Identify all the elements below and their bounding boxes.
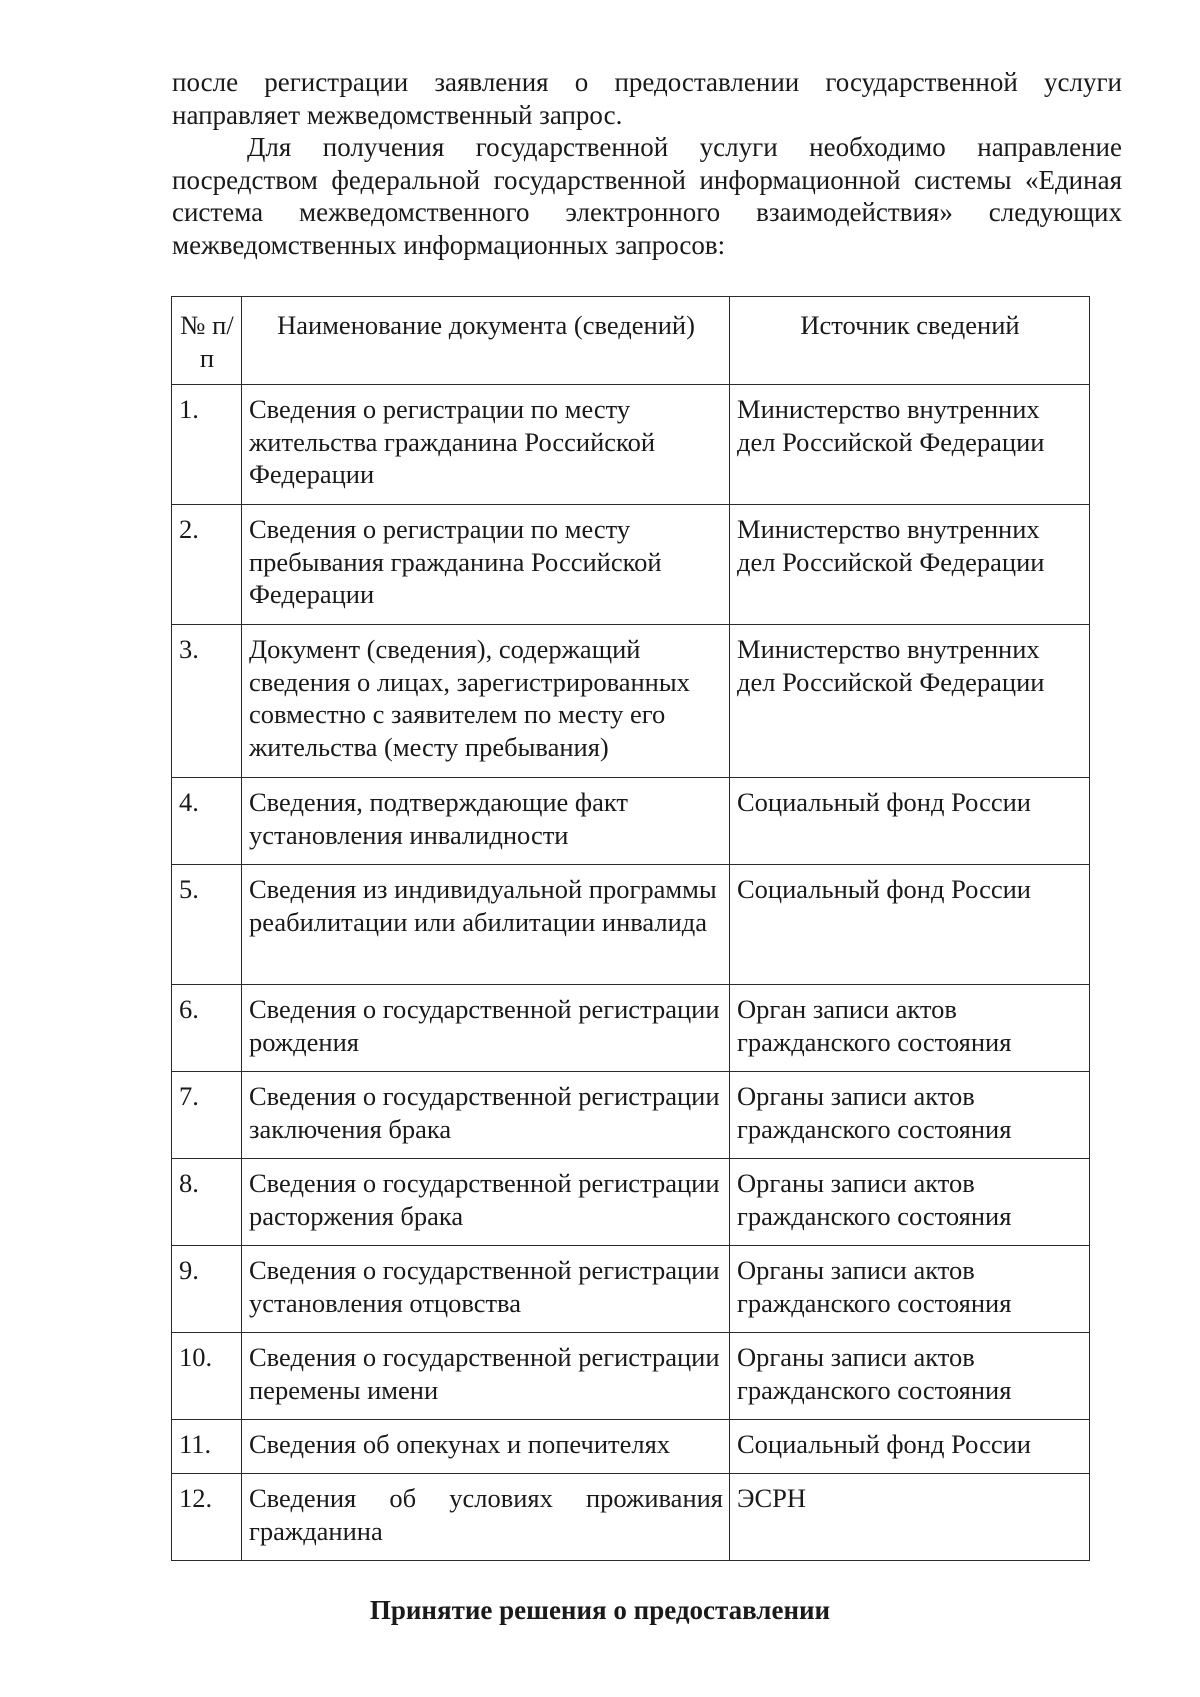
table-row (172, 865, 1090, 985)
table-row (172, 1246, 1090, 1333)
row-number: 10. (172, 1333, 242, 1420)
row-document-name: Сведения, подтверждающие факт установления инвалидности (242, 778, 730, 865)
row-number: 4. (172, 778, 242, 865)
row-source: ЭСРН (730, 1474, 1090, 1561)
interagency-requests-table (171, 296, 1090, 1561)
table-row (172, 505, 1090, 625)
row-document-name: Сведения о регистрации по месту пребывания гражданина Российской Федерации (242, 505, 730, 625)
row-number: 7. (172, 1072, 242, 1159)
row-source: Министерство внутренних дел Российской Федерации (730, 625, 1090, 778)
table-row (172, 1333, 1090, 1420)
intro-paragraph-2: Для получения государственной услуги необходимо направление посредством федеральной государственной информационной системы «Единая система межведомственного электронного взаимодействия» следующих межведомственных информационных запросов: (172, 132, 1122, 260)
row-number: 9. (172, 1246, 242, 1333)
header-num: № п/п (172, 297, 242, 385)
table-header-row (172, 297, 1090, 385)
row-source: Органы записи актов гражданского состояния (730, 1246, 1090, 1333)
row-number: 8. (172, 1159, 242, 1246)
row-source: Социальный фонд России (730, 1420, 1090, 1474)
row-document-name: Документ (сведения), содержащий сведения о лицах, зарегистрированных совместно с заявителем по месту его жительства (месту пребывания) (242, 625, 730, 778)
section-heading: Принятие решения о предоставлении (369, 1595, 831, 1625)
row-source: Органы записи актов гражданского состояния (730, 1072, 1090, 1159)
row-document-name: Сведения о государственной регистрации заключения брака (242, 1072, 730, 1159)
row-number: 11. (172, 1420, 242, 1474)
row-source: Органы записи актов гражданского состояния (730, 1333, 1090, 1420)
row-source: Органы записи актов гражданского состояния (730, 1159, 1090, 1246)
table-row (172, 1420, 1090, 1474)
row-source: Министерство внутренних дел Российской Федерации (730, 385, 1090, 505)
row-document-name: Сведения из индивидуальной программы реабилитации или абилитации инвалида (242, 865, 730, 985)
row-number: 12. (172, 1474, 242, 1561)
row-source: Министерство внутренних дел Российской Федерации (730, 505, 1090, 625)
row-number: 5. (172, 865, 242, 985)
row-number: 2. (172, 505, 242, 625)
row-number: 6. (172, 985, 242, 1072)
row-source: Социальный фонд России (730, 778, 1090, 865)
row-document-name: Сведения об опекунах и попечителях (242, 1420, 730, 1474)
row-document-name: Сведения о государственной регистрации перемены имени (242, 1333, 730, 1420)
header-source: Источник сведений (730, 297, 1090, 385)
row-document-name: Сведения о государственной регистрации установления отцовства (242, 1246, 730, 1333)
row-document-name: Сведения о государственной регистрации рождения (242, 985, 730, 1072)
row-number: 3. (172, 625, 242, 778)
table-row (172, 1072, 1090, 1159)
row-document-name (242, 1474, 730, 1561)
table-row (172, 1159, 1090, 1246)
table-row (172, 1474, 1090, 1561)
row-document-name: Сведения о регистрации по месту жительства гражданина Российской Федерации (242, 385, 730, 505)
row-source: Социальный фонд России (730, 865, 1090, 985)
table-row (172, 385, 1090, 505)
row-source: Орган записи актов гражданского состояния (730, 985, 1090, 1072)
row-document-name-line-2: гражданина (249, 1515, 383, 1546)
row-document-name-line-1: Сведения об условиях проживания (249, 1483, 723, 1513)
intro-paragraph-1: после регистрации заявления о предоставлении государственной услуги направляет межведомственный запрос. (172, 67, 1122, 130)
table-row (172, 625, 1090, 778)
row-document-name: Сведения о государственной регистрации расторжения брака (242, 1159, 730, 1246)
table-row (172, 778, 1090, 865)
header-document-name: Наименование документа (сведений) (242, 297, 730, 385)
row-number: 1. (172, 385, 242, 505)
table-row (172, 985, 1090, 1072)
